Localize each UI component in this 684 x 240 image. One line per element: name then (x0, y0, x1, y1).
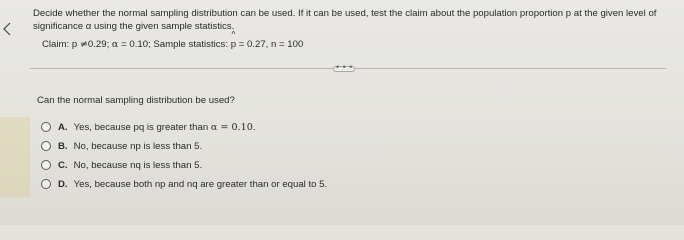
alpha-value: 0.10; Sample statistics: (129, 39, 229, 50)
radio-button-a[interactable] (41, 122, 51, 132)
question-prompt: Can the normal sampling distribution be used? (37, 95, 235, 106)
p-hat-equals: = (238, 39, 245, 50)
option-tail: . (252, 121, 256, 133)
option-b[interactable] (41, 139, 202, 153)
p-hat-letter: p (230, 39, 237, 50)
option-d[interactable] (41, 177, 327, 191)
option-letter: C. (58, 159, 68, 171)
radio-button-c[interactable] (41, 160, 51, 170)
option-letter: A. (58, 121, 68, 133)
question-text: Decide whether the normal sampling distribution can be used. If it can be used, test the claim about the population proportion p at the given level of significance α using the given sample statistics. (33, 8, 657, 32)
option-c[interactable] (41, 158, 202, 172)
p-hat-value: 0.27, n (246, 39, 277, 50)
option-text: Yes, because pq is greater than (73, 121, 209, 133)
option-text: Yes, because both np and nq are greater than or equal to 5. (73, 178, 328, 190)
n-equals: = (279, 39, 285, 50)
radio-button-b[interactable] (41, 141, 51, 151)
not-equal-symbol: ≠ (79, 39, 88, 50)
option-letter: D. (58, 178, 68, 190)
option-text: No, because np is less than 5. (73, 140, 203, 152)
claim-line (42, 30, 304, 51)
option-math: α = 0.10 (210, 121, 253, 133)
hat-mark: ^ (231, 30, 236, 39)
more-dots-icon: • • • (336, 62, 353, 72)
option-a[interactable] (41, 120, 256, 134)
option-letter: B. (58, 140, 68, 152)
expand-button[interactable] (333, 62, 355, 72)
p-hat-symbol (230, 30, 237, 51)
alpha-equals: = (121, 39, 127, 50)
side-highlight (0, 117, 30, 197)
option-text: No, because nq is less than 5. (73, 159, 203, 171)
claim-value: 0.29; (87, 39, 110, 50)
claim-label: Claim: p (42, 39, 78, 50)
alpha-symbol: α (111, 39, 119, 50)
back-arrow-icon[interactable] (2, 22, 12, 36)
n-value: 100 (287, 39, 304, 50)
radio-button-d[interactable] (41, 179, 51, 189)
